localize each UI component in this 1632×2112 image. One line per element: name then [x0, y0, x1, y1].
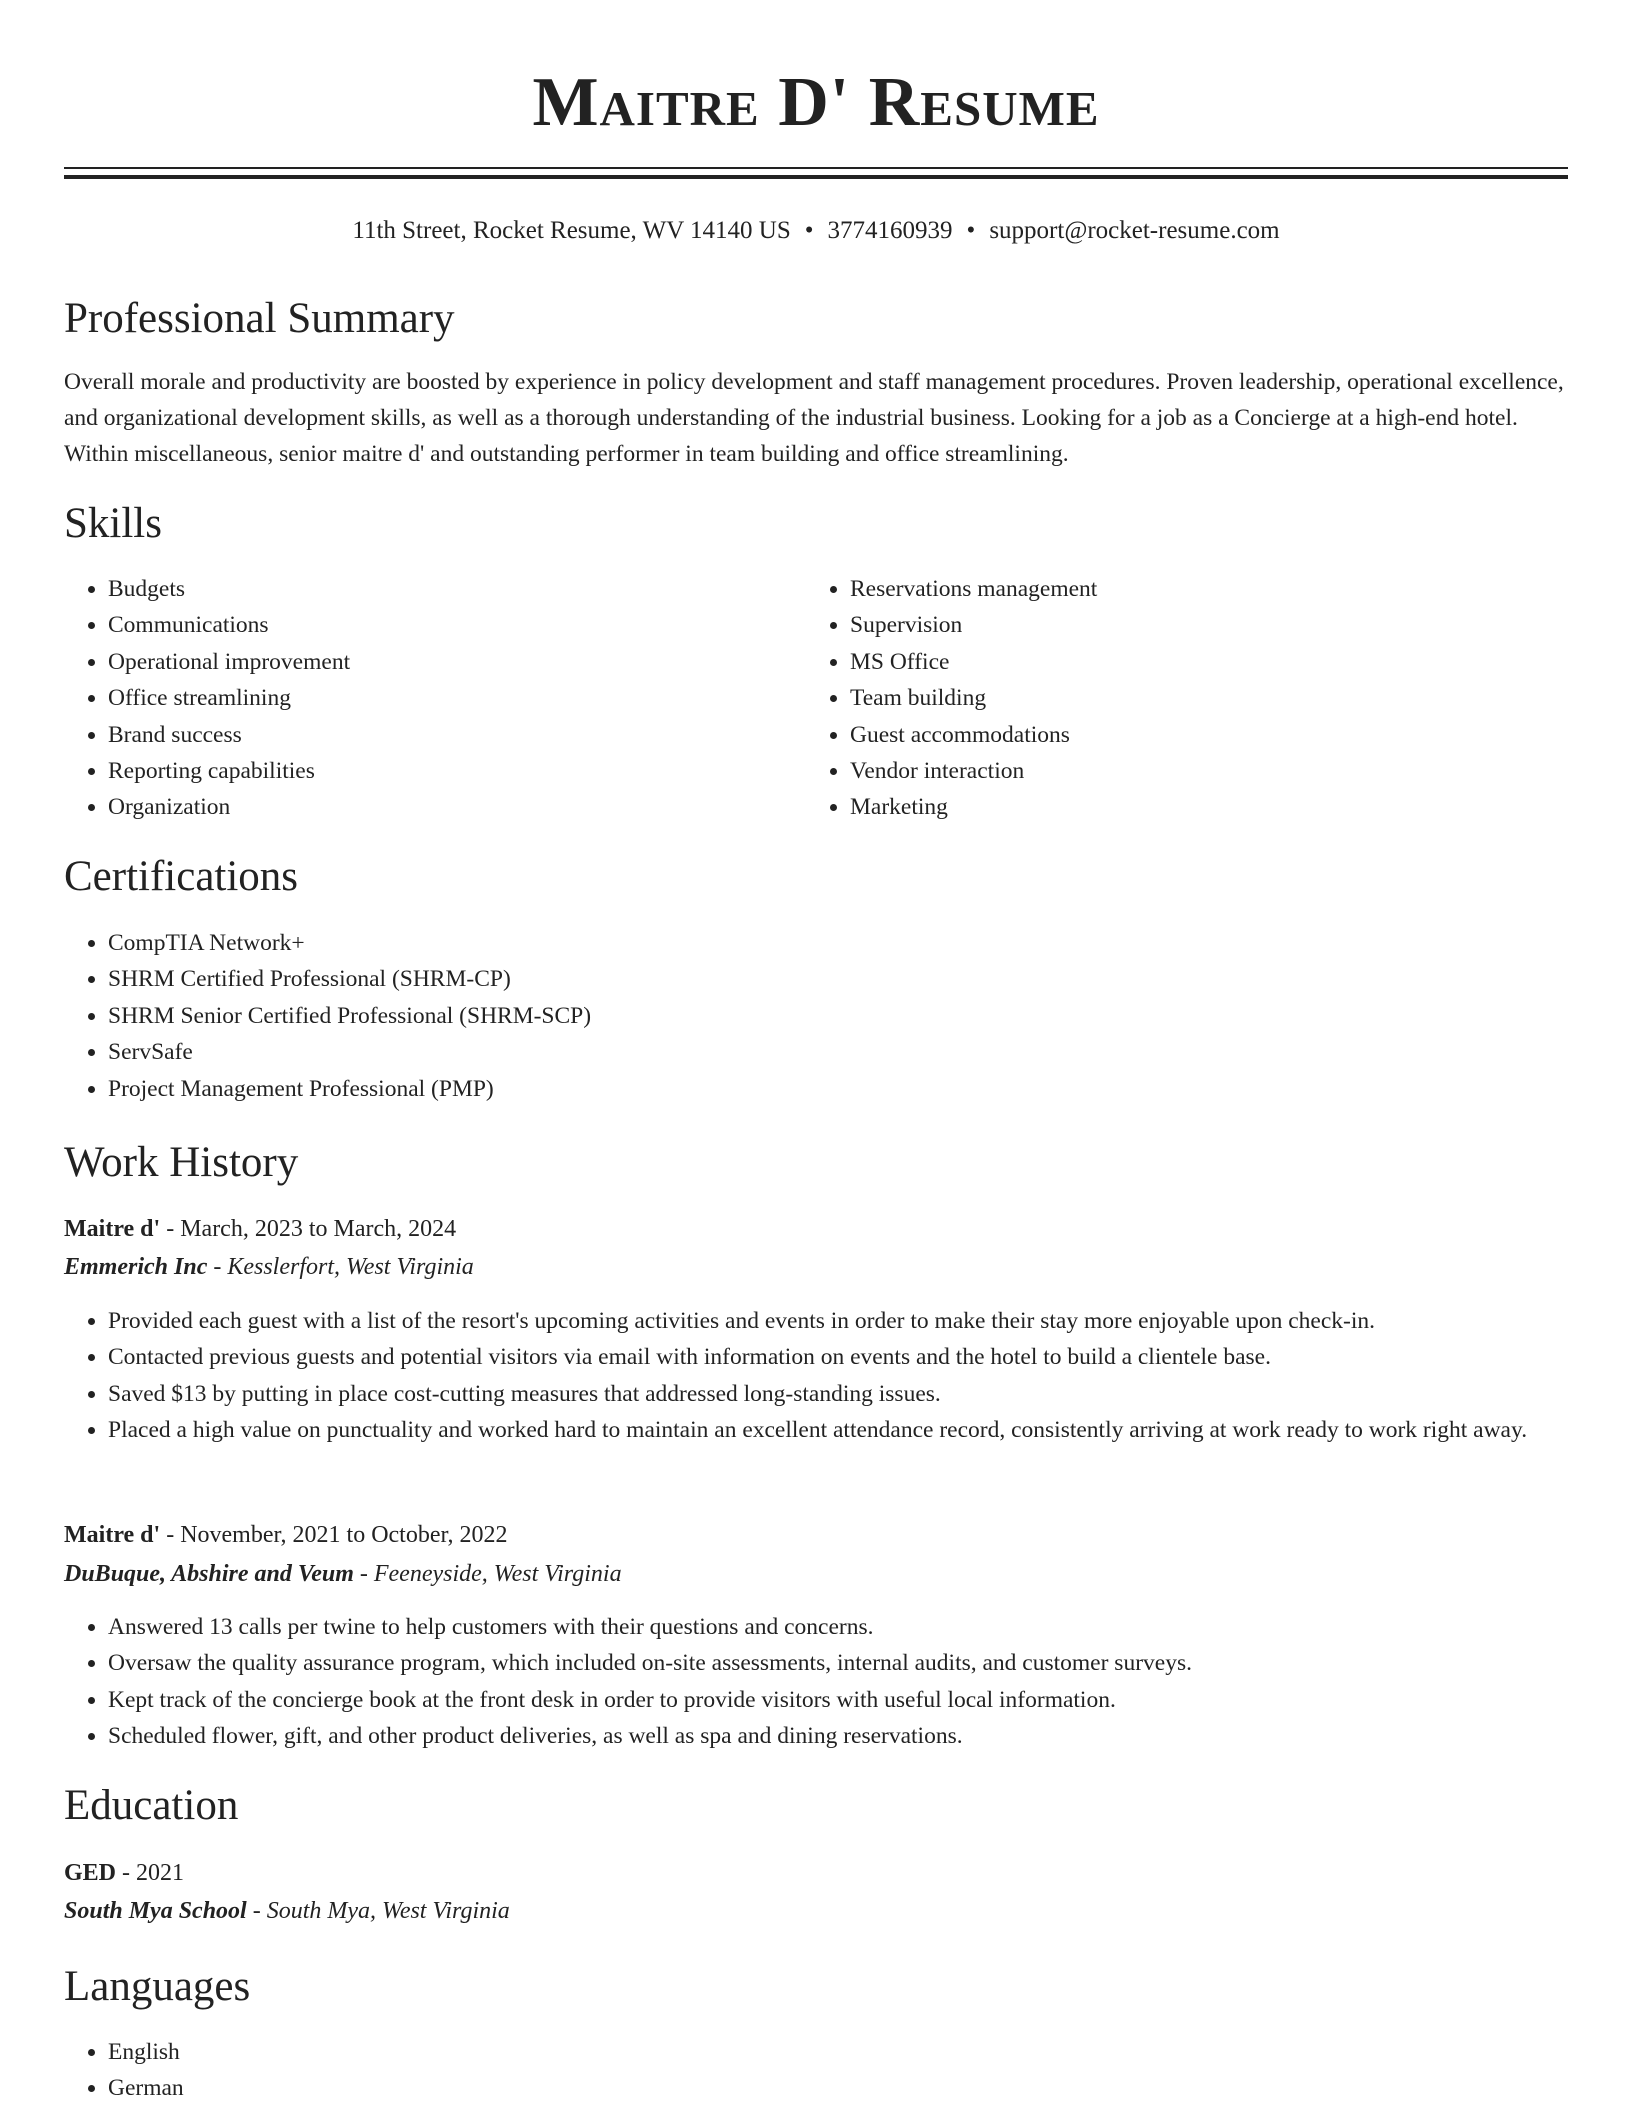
- skills-right-list: [806, 571, 1546, 826]
- skill-item: • Team building: [850, 680, 1546, 716]
- job-1-title: [64, 1211, 456, 1247]
- skills-right-column: [806, 571, 1546, 826]
- education-degree-line: [64, 1855, 184, 1891]
- contact-email: support@rocket-resume.com: [989, 217, 1280, 244]
- work-history-heading: Work History: [64, 1139, 299, 1186]
- job-bullet: • Oversaw the quality assurance program, which included on-site assessments, internal audits, and customer surveys.: [108, 1645, 1568, 1681]
- skills-left-column: [64, 571, 804, 826]
- skill-item: • Supervision: [850, 607, 1546, 643]
- skill-item: • MS Office: [850, 644, 1546, 680]
- skills-left-list: [64, 571, 804, 826]
- job-2-bullets: [64, 1609, 1568, 1755]
- job-bullet: • Provided each guest with a list of the resort's upcoming activities and events in order to make their stay more enjoyable upon check-in.: [108, 1303, 1568, 1339]
- skill-item: • Vendor interaction: [850, 753, 1546, 789]
- skill-item: • Office streamlining: [108, 680, 804, 716]
- job-1-org: [64, 1249, 474, 1285]
- certification-item: • SHRM Senior Certified Professional (SHRM-SCP): [108, 998, 1568, 1034]
- certification-item: • SHRM Certified Professional (SHRM-CP): [108, 961, 1568, 997]
- skill-item: • Communications: [108, 607, 804, 643]
- contact-line: [64, 214, 1568, 248]
- languages-list: [64, 2034, 1568, 2107]
- job-bullet: • Scheduled flower, gift, and other product deliveries, as well as spa and dining reservations.: [108, 1718, 1568, 1754]
- education-heading: Education: [64, 1782, 239, 1829]
- header-rule-thin: [64, 167, 1568, 169]
- job-2-role: Maitre d': [64, 1522, 161, 1548]
- certifications-list: [64, 925, 1568, 1107]
- skill-item: • Operational improvement: [108, 644, 804, 680]
- education-degree: GED: [64, 1860, 117, 1886]
- summary-text: Overall morale and productivity are boosted by experience in policy development and staff management procedures. Proven leadership, operational excellence, and organizational development skills, as well as a thorough understanding of the industrial business. Looking for a job as a Concierge at a high-end hotel. Within miscellaneous, senior maitre d' and outstanding performer in team building and office streamlining.: [64, 369, 1564, 467]
- job-bullet: • Answered 13 calls per twine to help customers with their questions and concerns.: [108, 1609, 1568, 1645]
- languages-heading: Languages: [64, 1963, 251, 2010]
- education-year: - 2021: [116, 1860, 185, 1886]
- language-item: • English: [108, 2034, 1568, 2070]
- education-location: - South Mya, West Virginia: [246, 1898, 510, 1924]
- contact-address: 11th Street, Rocket Resume, WV 14140 US: [352, 217, 791, 244]
- header-rule-thick: [64, 175, 1568, 179]
- skill-item: • Budgets: [108, 571, 804, 607]
- skills-heading: Skills: [64, 500, 162, 547]
- job-2-bullet-list: [64, 1609, 1568, 1755]
- job-bullet: • Saved $13 by putting in place cost-cutting measures that addressed long-standing issues.: [108, 1376, 1568, 1412]
- skill-item: • Reservations management: [850, 571, 1546, 607]
- job-2-dates: - November, 2021 to October, 2022: [160, 1522, 508, 1548]
- job-bullet: • Kept track of the concierge book at the front desk in order to provide visitors with useful local information.: [108, 1682, 1568, 1718]
- languages-block: [64, 2034, 1568, 2107]
- summary-heading: Professional Summary: [64, 295, 455, 342]
- job-bullet: • Placed a high value on punctuality and worked hard to maintain an excellent attendance record, consistently arriving at work ready to work right away.: [108, 1412, 1568, 1448]
- skill-item: • Organization: [108, 789, 804, 825]
- skill-item: • Guest accommodations: [850, 717, 1546, 753]
- job-1-dates: - March, 2023 to March, 2024: [160, 1216, 457, 1242]
- contact-separator: •: [966, 217, 976, 244]
- certifications-block: [64, 925, 1568, 1107]
- job-bullet: • Contacted previous guests and potential visitors via email with information on events and the hotel to build a clientele base.: [108, 1339, 1568, 1375]
- language-item: • German: [108, 2070, 1568, 2106]
- job-2-company: DuBuque, Abshire and Veum: [64, 1561, 354, 1587]
- certification-item: • CompTIA Network+: [108, 925, 1568, 961]
- contact-separator: •: [804, 217, 814, 244]
- education-school: South Mya School: [64, 1898, 247, 1924]
- skill-item: • Reporting capabilities: [108, 753, 804, 789]
- job-2-location: - Feeneyside, West Virginia: [353, 1561, 622, 1587]
- skill-item: • Marketing: [850, 789, 1546, 825]
- job-2-org: [64, 1556, 622, 1592]
- certification-item: • ServSafe: [108, 1034, 1568, 1070]
- job-1-bullets: [64, 1303, 1568, 1449]
- education-school-line: [64, 1893, 510, 1929]
- job-1-location: - Kesslerfort, West Virginia: [207, 1254, 474, 1280]
- job-1-role: Maitre d': [64, 1216, 161, 1242]
- job-2-title: [64, 1517, 508, 1553]
- job-1-company: Emmerich Inc: [64, 1254, 208, 1280]
- certification-item: • Project Management Professional (PMP): [108, 1071, 1568, 1107]
- resume-name: Maitre D' Resume: [532, 64, 1100, 141]
- job-1-bullet-list: [64, 1303, 1568, 1449]
- contact-phone: 3774160939: [827, 217, 953, 244]
- certifications-heading: Certifications: [64, 853, 299, 900]
- skill-item: • Brand success: [108, 717, 804, 753]
